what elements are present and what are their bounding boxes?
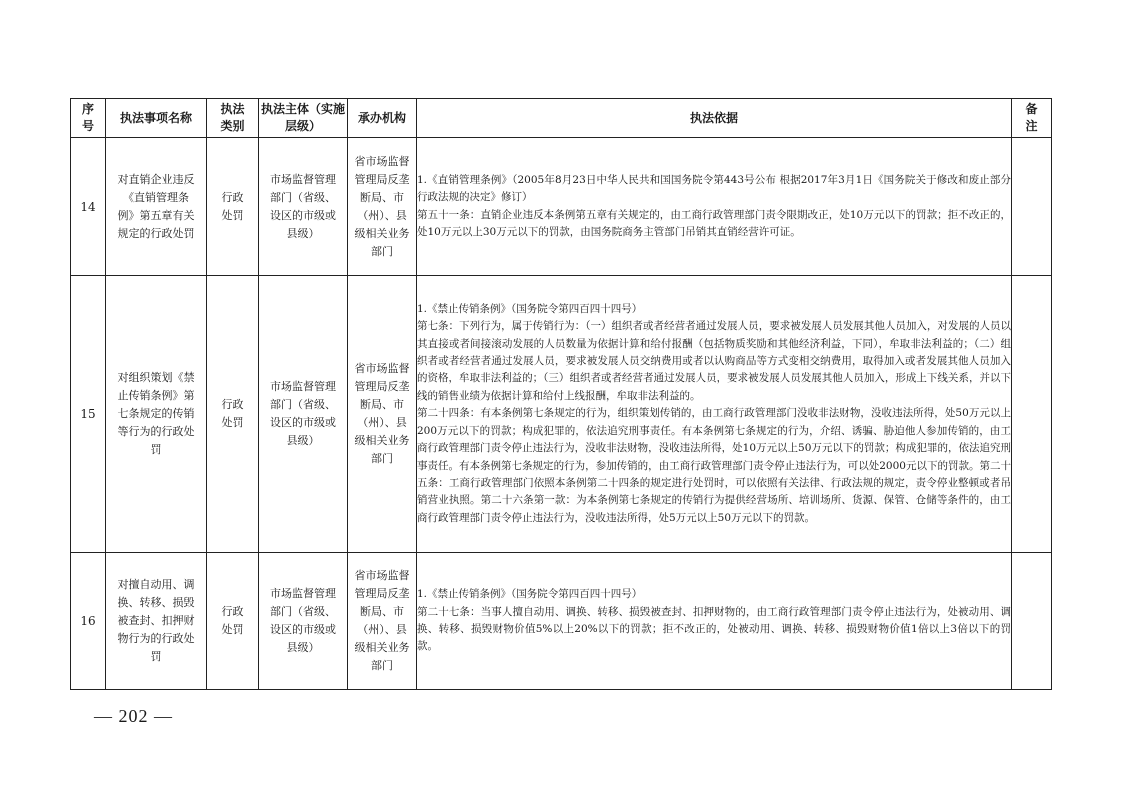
- row-subject: 市场监督管理部门（省级、设区的市级或县级）: [259, 553, 348, 690]
- header-subject: 执法主体（实施层级）: [259, 99, 348, 138]
- header-remark: 备注: [1012, 99, 1052, 138]
- row-agency: 省市场监督管理局反垄断局、市（州）、县级相关业务部门: [348, 138, 417, 276]
- header-category: 执法类别: [207, 99, 259, 138]
- table-row: [71, 553, 1052, 690]
- basis-paragraph: 1.《直销管理条例》（2005年8月23日中华人民共和国国务院令第443号公布 根据2017年3月1日《国务院关于修改和废止部分行政法规的决定》修订）: [417, 173, 1011, 204]
- row-subject: 市场监督管理部门（省级、设区的市级或县级）: [259, 138, 348, 276]
- row-index: 14: [71, 138, 106, 276]
- row-item-name: 对组织策划《禁止传销条例》第七条规定的传销等行为的行政处罚: [106, 276, 207, 553]
- header-item-name: 执法事项名称: [106, 99, 207, 138]
- row-agency: 省市场监督管理局反垄断局、市（州）、县级相关业务部门: [348, 553, 417, 690]
- row-index: 15: [71, 276, 106, 553]
- row-subject: 市场监督管理部门（省级、设区的市级或县级）: [259, 276, 348, 553]
- row-index: 16: [71, 553, 106, 690]
- row-item-name: 对擅自动用、调换、转移、损毁被查封、扣押财物行为的行政处罚: [106, 553, 207, 690]
- row-remark: [1012, 276, 1052, 553]
- basis-paragraph: 1.《禁止传销条例》（国务院令第四百四十四号）: [417, 302, 643, 315]
- basis-paragraph: 第二十四条：有本条例第七条规定的行为，组织策划传销的，由工商行政管理部门没收非法财物，没收违法所得，处50万元以上200万元以下的罚款；构成犯罪的，依法追究刑事责任。有本条例第七条规定的行为，介绍、诱骗、胁迫他人参加传销的，由工商行政管理部门责令停止违法行为，没收非法财物，没收违法所得，处10万元以上50万元以下的罚款；构成犯罪的，依法追究刑事责任。有本条例第七条规定的行为，参加传销的，由工商行政管理部门责令停止违法行为，可以处2000元以下的罚款。第二十五条：工商行政管理部门依照本条例第二十四条的规定进行处罚时，可以依照有关法律、行政法规的规定，责令停业整顿或者吊销营业执照。第二十六条第一款：为本条例第七条规定的传销行为提供经营场所、培训场所、货源、保管、仓储等条件的，由工商行政管理部门责令停止违法行为，没收违法所得，处5万元以上50万元以下的罚款。: [417, 407, 1011, 524]
- row-item-name: 对直销企业违反《直销管理条例》第五章有关规定的行政处罚: [106, 138, 207, 276]
- row-category: 行政处罚: [207, 553, 259, 690]
- row-category: 行政处罚: [207, 276, 259, 553]
- row-remark: [1012, 553, 1052, 690]
- basis-paragraph: 第七条：下列行为，属于传销行为：（一）组织者或者经营者通过发展人员，要求被发展人员发展其他人员加入，对发展的人员以其直接或者间接滚动发展的人员数量为依据计算和给付报酬（包括物质奖励和其他经济利益，下同），牟取非法利益的；（二）组织者或者经营者通过发展人员，要求被发展人员交纳费用或者以认购商品等方式变相交纳费用，取得加入或者发展其他人员加入的资格，牟取非法利益的；（三）组织者或者经营者通过发展人员，要求被发展人员发展其他人员加入，形成上下线关系，并以下线的销售业绩为依据计算和给付上线报酬，牟取非法利益的。: [417, 320, 1011, 402]
- header-index: 序号: [71, 99, 106, 138]
- basis-paragraph: 第五十一条：直销企业违反本条例第五章有关规定的，由工商行政管理部门责令限期改正，处10万元以下的罚款；拒不改正的，处10万元以上30万元以下的罚款，由国务院商务主管部门吊销其直销经营许可证。: [417, 208, 1011, 238]
- page-number: — 202 —: [94, 706, 173, 726]
- row-agency: 省市场监督管理局反垄断局、市（州）、县级相关业务部门: [348, 276, 417, 553]
- basis-paragraph: 1.《禁止传销条例》（国务院令第四百四十四号）: [417, 588, 643, 601]
- row-category: 行政处罚: [207, 138, 259, 276]
- basis-paragraph: 第二十七条：当事人擅自动用、调换、转移、损毁被查封、扣押财物的，由工商行政管理部门责令停止违法行为，处被动用、调换、转移、损毁财物价值5%以上20%以下的罚款；拒不改正的，处被动用、调换、转移、损毁财物价值1倍以上3倍以下的罚款。: [417, 605, 1011, 653]
- enforcement-table: [70, 98, 1052, 690]
- row-basis: [417, 553, 1012, 690]
- table-row: [71, 276, 1052, 553]
- header-row: [71, 99, 1052, 138]
- row-remark: [1012, 138, 1052, 276]
- row-basis: [417, 138, 1012, 276]
- header-basis: 执法依据: [417, 99, 1012, 138]
- header-agency: 承办机构: [348, 99, 417, 138]
- row-basis: [417, 276, 1012, 553]
- table-row: [71, 138, 1052, 276]
